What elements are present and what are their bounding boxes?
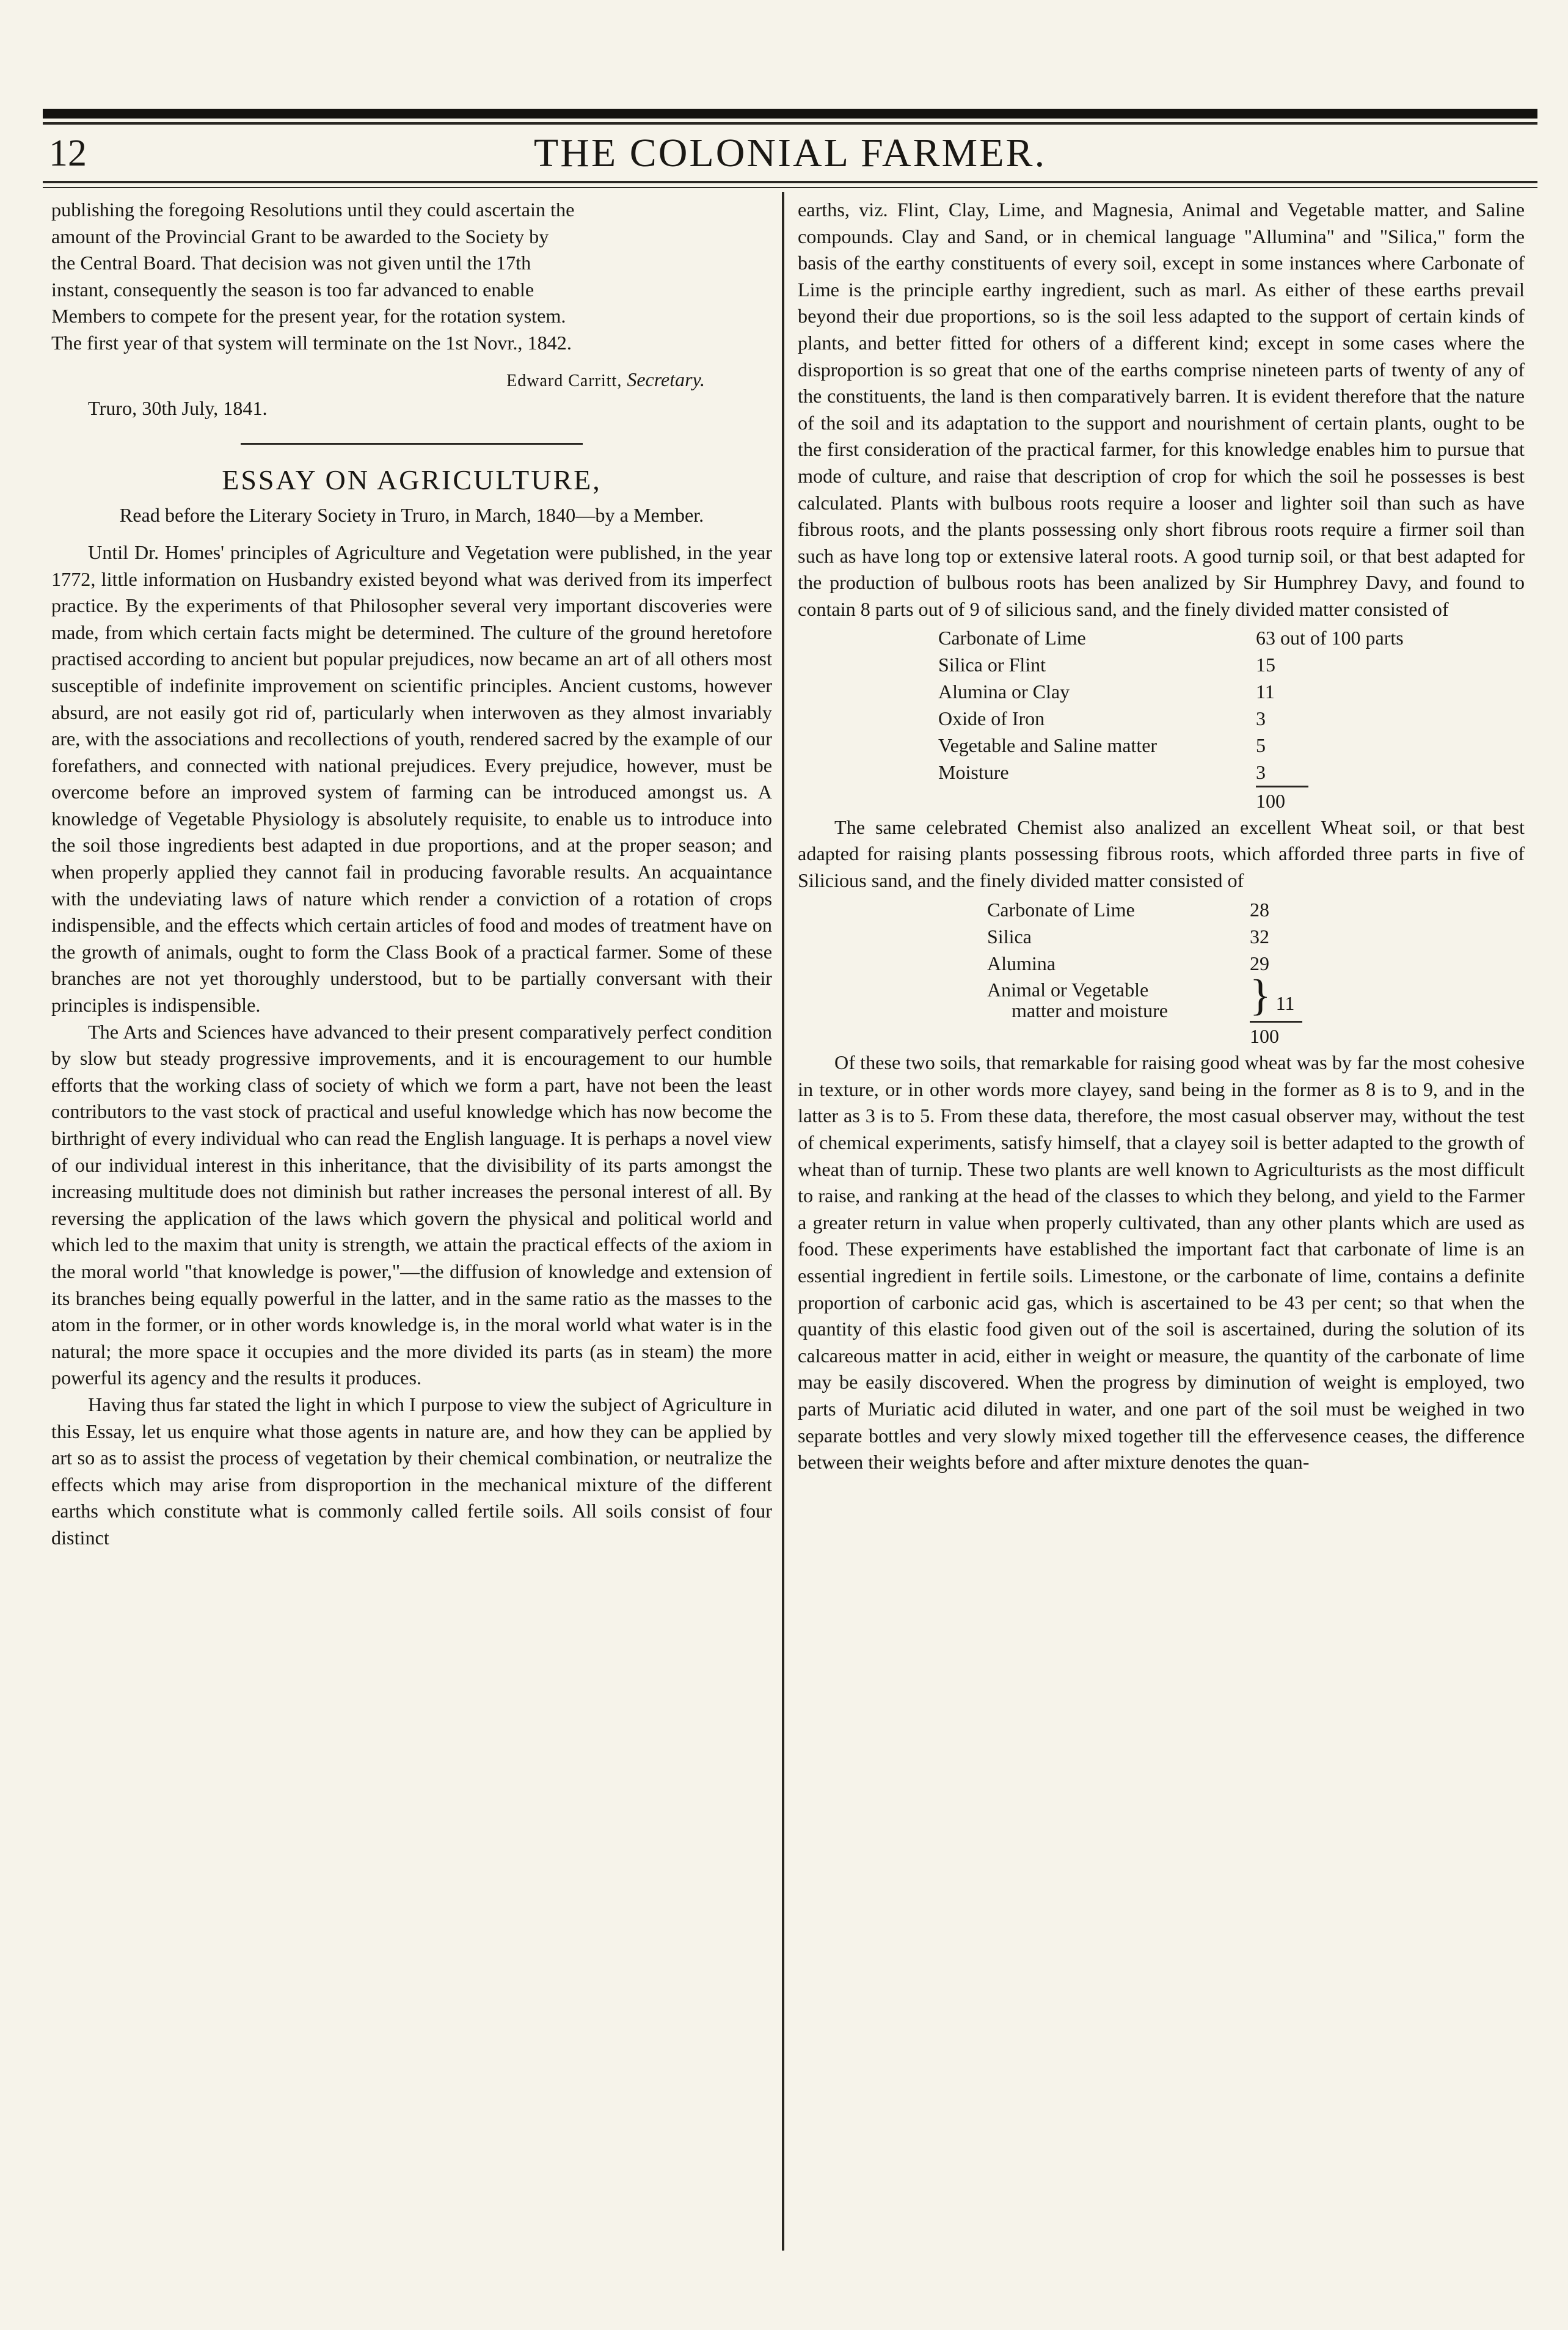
column-divider	[782, 192, 784, 2251]
intro-line: Members to compete for the present year, for the rotation system.	[51, 305, 566, 327]
table-row	[987, 977, 1311, 1021]
header-top-thin-rule	[43, 122, 1537, 125]
table-row	[938, 705, 1464, 732]
component-name-line: Animal or Vegetable	[987, 979, 1149, 1001]
newspaper-title: THE COLONIAL FARMER.	[533, 131, 1047, 175]
essay-paragraph: Until Dr. Homes' principles of Agriculture and Vegetation were published, in the year 1772, little information on Husbandry existed beyond what was derived from its imperfect practice. By the experiments of that Philosopher several very important discoveries were made, from which certain facts might be determined. The culture of the ground heretofore practised according to ancient but popular prejudices, now became an art of all others most susceptible of indefinite improvement on scientific principles. Ancient customs, however absurd, are not easily got rid of, particularly when interwoven as they almost invariably are, with the associations and recollections of youth, rendered sacred by the example of our forefathers, and connected with national prejudices. Every prejudice, however, must be overcome before an improved system of farming can be introduced amongst us. A knowledge of Vegetable Physiology is absolutely requisite, to enable us to introduce into the soil those ingredients best adapted in due proportions, and at the proper season; and when properly applied they cannot fail in producing favorable results. An acquaintance with the undeviating laws of nature which render a conviction of a rotation of crops indispensible, and the effects which certain articles of food and modes of treatment have on the growth of animals, ought to form the Class Book of a practical farmer. Some of these branches are not yet thoroughly understood, but to be partially conversant with their principles is indispensible.	[51, 541, 772, 1017]
intro-line: publishing the foregoing Resolutions until they could ascertain the	[51, 199, 575, 221]
component-name: Carbonate of Lime	[938, 626, 1086, 649]
table-row	[938, 678, 1464, 705]
left-column	[51, 197, 772, 1552]
header-bottom-rule	[43, 181, 1537, 183]
component-value: 29	[1250, 952, 1269, 975]
intro-line: the Central Board. That decision was not given until the 17th	[51, 252, 531, 274]
component-name: Silica	[987, 926, 1032, 948]
component-name	[987, 977, 1250, 1021]
component-value: 3	[1256, 707, 1266, 729]
essay-paragraph: The Arts and Sciences have advanced to their present comparatively perfect condition by slow but steady progressive improvements, and it is encouragement to our humble efforts that the working class of society of which we form a part, have not been the least contributors to the vast stock of practical and useful knowledge which has now become the birthright of every individual who can read the English language. It is perhaps a novel view of our individual interest in this inheritance, that the divisibility of its parts amongst the increasing multitude does not diminish but rather increases the personal interest of all. By reversing the application of the laws which govern the physical and political world and which led to the maxim that unity is strength, we attain the practical effects of the axiom in the moral world "that knowledge is power,"—the diffusion of knowledge and extension of its branches being equally powerful in the latter, and in the same ratio as the masses to the atom in the former, or in other words knowledge is, in the moral world what water is in the natural; the more space it occupies and the more divided its parts (as in steam) the more powerful its agency and the results it produces.	[51, 1020, 772, 1389]
essay-subtitle: Read before the Literary Society in Truro, in March, 1840—by a Member.	[119, 503, 704, 526]
component-value: 15	[1256, 653, 1275, 676]
total-row	[938, 786, 1464, 814]
component-value: 11	[1256, 680, 1275, 703]
component-value: 32	[1250, 926, 1269, 948]
component-name: Moisture	[938, 761, 1009, 783]
wheat-soil-composition-table	[987, 896, 1311, 1050]
component-name: Alumina or Clay	[938, 680, 1070, 703]
essay-paragraph: Having thus far stated the light in which I purpose to view the subject of Agriculture in this Essay, let us enquire what those agents in nature are, and how they can be applied by art so as to assist the process of vegetation by their chemical combination, or neutralize the effects which may arise from disproportion in the mechanical mixture of the different earths which constitute what is commonly called fertile soils. All soils consist of four distinct	[51, 1393, 772, 1549]
component-name: Oxide of Iron	[938, 707, 1045, 729]
component-name: Vegetable and Saline matter	[938, 734, 1158, 756]
brace-glyph: }	[1250, 971, 1271, 1020]
essay-paragraph: The same celebrated Chemist also analized an excellent Wheat soil, or that best adapted for raising plants possessing fibrous roots, which afforded three parts in five of Silicious sand, and the finely divided matter consisted of	[798, 816, 1525, 891]
dateline: Truro, 30th July, 1841.	[88, 397, 268, 420]
section-divider	[241, 443, 583, 445]
component-name: Silica or Flint	[938, 653, 1046, 676]
essay-title: ESSAY ON AGRICULTURE,	[222, 464, 602, 495]
intro-line: The first year of that system will terminate on the 1st Novr., 1842.	[51, 331, 572, 354]
table-row	[938, 624, 1464, 651]
header-bottom-thin-rule	[43, 187, 1537, 188]
intro-line: instant, consequently the season is too far advanced to enable	[51, 278, 534, 301]
essay-paragraph: Of these two soils, that remarkable for raising good wheat was by far the most cohesive in texture, or in other words more clayey, sand being in the former as 8 is to 9, and in the latter as 3 is to 5. From these data, therefore, the most casual observer may, without the test of chemical experiments, satisfy himself, that a clayey soil is better adapted to the growth of wheat than of turnip. These two plants are well known to Agriculturists as the most difficult to raise, and ranking at the head of the classes to which they belong, and yield to the Farmer a greater return in value when properly cultivated, than any other plants which are used as food. These experiments have established the important fact that carbonate of lime is an essential ingredient in fertile soils. Limestone, or the carbonate of lime, contains a definite proportion of carbonic acid gas, which is ascertained to be 43 per cent; so that when the quantity of this elastic food given out of the soil is ascertained, during the solution of its calcareous matter in acid, either in weight or measure, the quantity of the carbonate of lime may be easily discovered. When the progress by diminution of weight is employed, two parts of Muriatic acid diluted in water, and one part of the soil must be weighed in two separate bottles and very slowly mixed together till the effervesence ceases, the difference between their weights before and after mixture denotes the quan-	[798, 1051, 1525, 1474]
intro-line: amount of the Provincial Grant to be awarded to the Society by	[51, 225, 549, 247]
table-total: 100	[1250, 1025, 1279, 1048]
component-value: 5	[1256, 734, 1266, 756]
component-value	[1250, 971, 1311, 1021]
table-row	[938, 732, 1464, 759]
component-name-line: matter and moisture	[1012, 999, 1168, 1022]
essay-paragraph: earths, viz. Flint, Clay, Lime, and Magnesia, Animal and Vegetable matter, and Saline compounds. Clay and Sand, or in chemical language "Allumina" and "Silica," form the basis of the earthy constituents of every soil, except in some instances where Carbonate of Lime is the principle earthy ingredient, such as marl. As either of these earths prevail beyond their due proportions, so is the soil less adapted to the support of certain kinds of plants, and better fitted for others of a different kind; except in some cases where the disproportion is so great that one of the earths comprise nineteen parts of twenty of any of the constituents, the land is then comparatively barren. It is evident therefore that the nature of the soil and its adaptation to the support and nourishment of certain plants, ought to be the first consideration of the practical farmer, for this knowledge enables him to pursue that mode of culture, and raise that description of crop for which the soil he possesses is best calculated. Plants with bulbous roots require a looser and lighter soil than such as have fibrous roots, and the plants possessing only short fibrous roots require a firmer soil than such as have long top or extensive lateral roots. A good turnip soil, or that best adapted for the production of bulbous roots has been analized by Sir Humphrey Davy, and found to contain 8 parts out of 9 of silicious sand, and the finely divided matter consisted of	[798, 199, 1525, 620]
component-name: Carbonate of Lime	[987, 899, 1135, 921]
right-column	[798, 197, 1525, 1476]
table-row	[987, 923, 1311, 950]
component-value: 3	[1256, 761, 1266, 783]
total-rule	[1256, 786, 1308, 787]
intro-block	[51, 197, 772, 357]
component-value: 63 out of 100 parts	[1256, 626, 1404, 649]
table-row	[938, 651, 1464, 678]
table-row	[938, 759, 1464, 786]
component-value: 28	[1250, 899, 1269, 921]
page-number: 12	[49, 133, 87, 174]
total-row	[987, 1021, 1311, 1050]
signature-title: Secretary.	[627, 368, 705, 390]
table-row	[987, 896, 1311, 923]
total-rule	[1250, 1021, 1302, 1023]
component-name: Alumina	[987, 952, 1056, 975]
header-top-thick-rule	[43, 109, 1537, 119]
signature-name: Edward Carritt,	[506, 371, 622, 390]
signature	[51, 367, 772, 395]
turnip-soil-composition-table	[938, 624, 1464, 814]
component-value-text: 11	[1275, 992, 1295, 1015]
table-total: 100	[1256, 789, 1285, 812]
